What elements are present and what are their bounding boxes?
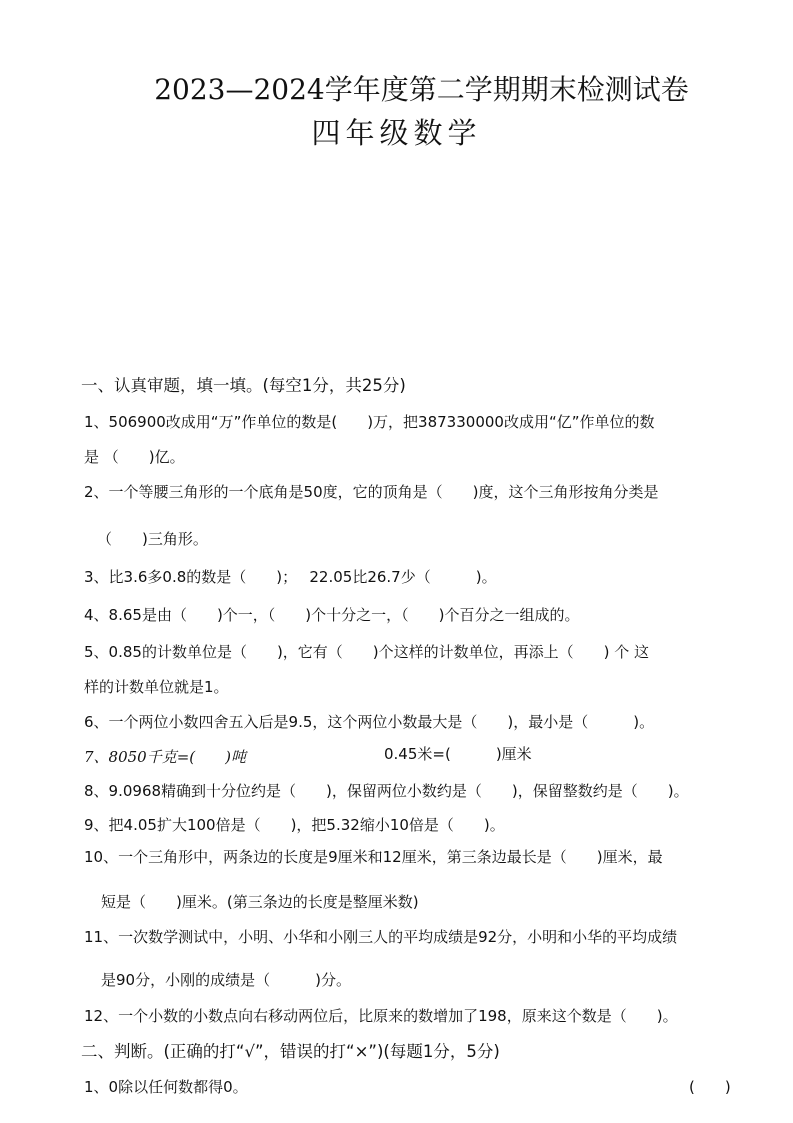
question-12: 12、一个小数的小数点向右移动两位后，比原来的数增加了198，原来这个数是（ )。 — [84, 1007, 678, 1025]
question-2-line-1: 2、一个等腰三角形的一个底角是50度，它的顶角是（ )度，这个三角形按角分类是 — [84, 483, 659, 501]
judge-question-1: 1、0除以任何数都得0。 — [84, 1078, 248, 1096]
question-11-line-2: 是90分，小刚的成绩是（ )分。 — [101, 971, 351, 989]
question-7-left: 7、8050千克=( )吨 — [84, 748, 246, 766]
section-1-heading: 一、认真审题，填一填。(每空1分，共25分) — [81, 376, 406, 395]
question-10-line-1: 10、一个三角形中，两条边的长度是9厘米和12厘米，第三条边最长是（ )厘米，最 — [84, 848, 663, 866]
question-6: 6、一个两位小数四舍五入后是9.5，这个两位小数最大是（ )，最小是（ )。 — [84, 713, 655, 731]
question-4: 4、8.65是由（ )个一，（ )个十分之一，（ )个百分之一组成的。 — [84, 606, 580, 624]
question-11-line-1: 11、一次数学测试中，小明、小华和小刚三人的平均成绩是92分，小明和小华的平均成绩 — [84, 928, 678, 946]
question-1-line-1: 1、506900改成用“万”作单位的数是( )万，把387330000改成用“亿”作单位的数 — [84, 413, 655, 431]
question-8: 8、9.0968精确到十分位约是（ )，保留两位小数约是（ )，保留整数约是（ )。 — [84, 782, 689, 800]
question-7-right: 0.45米=( )厘米 — [384, 745, 532, 763]
question-1-line-2: 是 （ )亿。 — [84, 448, 185, 466]
question-9: 9、把4.05扩大100倍是（ )，把5.32缩小10倍是（ )。 — [84, 816, 505, 834]
question-3: 3、比3.6多0.8的数是（ )； 22.05比26.7少（ )。 — [84, 568, 497, 586]
question-5-line-1: 5、0.85的计数单位是（ )，它有（ )个这样的计数单位，再添上（ ) 个 这 — [84, 643, 650, 661]
section-2-heading: 二、判断。(正确的打“√”，错误的打“×”)(每题1分，5分) — [81, 1042, 500, 1061]
exam-title: 2023—2024学年度第二学期期末检测试卷 — [154, 73, 689, 106]
judge-question-1-answer-bracket: ( ) — [689, 1078, 731, 1096]
exam-subtitle: 四年级数学 — [311, 116, 482, 150]
question-10-line-2: 短是（ )厘米。(第三条边的长度是整厘米数) — [101, 893, 419, 911]
question-2-line-2: （ )三角形。 — [97, 530, 208, 548]
question-5-line-2: 样的计数单位就是1。 — [84, 678, 229, 696]
